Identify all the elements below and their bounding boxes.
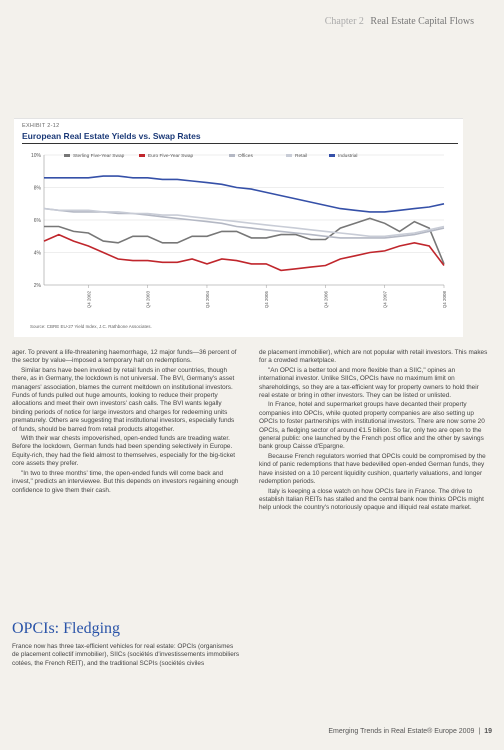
right-column — [259, 349, 491, 514]
exhibit-rule — [22, 143, 458, 144]
paragraph: Because French regulators worried that OPCIs could be compromised by the kind of panic redemptions that have bedevilled open-ended German funds, they have insisted on a 10 percent liquidity cushion, quarterly valuations, and longer redemption periods. — [259, 452, 486, 486]
paragraph: In France, hotel and supermarket groups have decanted their property companies into OPCIs, while quoted property companies are also setting up OPCIs to foster partnerships with institutional investors. There are now some 20 OPCIs, a fledging sector of around €1.5 billion. So far, only two are open to the general public: one launched by the French post office and the other by savings bank group Caisse d'Epargne. — [259, 401, 485, 451]
legend-swatch — [139, 154, 145, 157]
legend-swatch — [329, 154, 335, 157]
exhibit-box — [14, 118, 463, 337]
x-tick-label: Q4 2004 — [204, 291, 210, 309]
exhibit-source: Source: CBRE EU-27 Yield Index, J.C. Rathbone Associates. — [30, 324, 152, 329]
running-header — [325, 16, 474, 27]
left-column — [12, 349, 240, 496]
page-number: 19 — [484, 728, 492, 735]
legend-label: Industrial — [338, 154, 358, 159]
legend-swatch — [286, 154, 292, 157]
y-tick-label: 2% — [33, 283, 41, 289]
exhibit-label: EXHIBIT 2-12 — [22, 123, 60, 129]
section-body — [12, 643, 240, 669]
paragraph: ager. To prevent a life-threatening haemorrhage, 12 major funds—36 percent of the sector by value—imposed a temporary halt on redemptions. — [12, 349, 237, 365]
exhibit-title: European Real Estate Yields vs. Swap Rates — [22, 131, 201, 141]
page-footer: Emerging Trends in Real Estate® Europe 2009 | 19 — [328, 728, 492, 735]
x-tick-label: Q4 2003 — [145, 291, 151, 309]
paragraph: Similar bans have been invoked by retail funds in other countries, though there, as in Germany, the lockdown is not universal. The BVI, Germany's asset managers' association, blames the current meltdown on institutional investors. Funds of funds pulled out huge amounts, looking to reduce their property allocations and meet their own investors' cash calls. The BVI wants legally binding periods of notice for large investors and charges for redeeming units prematurely. Others are suggesting that institutional investors, especially funds of funds, should be barred from retail products altogether. — [12, 366, 235, 433]
paragraph: "In two to three months' time, the open-ended funds will come back and invest," predicts an interviewee. But this depends on investors regaining enough confidence to give them their cash. — [12, 469, 239, 494]
y-tick-label: 6% — [33, 218, 41, 224]
yields-chart — [14, 145, 463, 323]
section-heading: OPCIs: Fledging — [12, 620, 121, 637]
paragraph: With their war chests impoverished, open-ended funds are treading water. Before the lockdown, German funds had been spending selectively in Europe. Equity-rich, they had the field almost to themselves, especially for the big-ticket core assets they prefer. — [12, 435, 236, 468]
paragraph: de placement immobilier), which are not popular with retail investors. This makes for a crowded marketplace. — [259, 349, 488, 365]
legend-label: Sterling Five-Year Swap — [73, 154, 125, 159]
legend-label: Offices — [238, 154, 253, 159]
y-tick-label: 8% — [33, 185, 41, 192]
legend-label: Euro Five-Year Swap — [148, 154, 194, 159]
y-tick-label: 4% — [33, 250, 41, 257]
x-tick-label: Q4 2006 — [323, 291, 329, 309]
x-tick-label: Q4 2008 — [442, 291, 447, 309]
x-tick-label: Q4 2002 — [86, 291, 92, 309]
chapter-label: Chapter 2 — [324, 16, 364, 27]
legend-swatch — [64, 154, 70, 157]
series-line — [44, 176, 444, 212]
x-tick-label: Q4 2005 — [264, 291, 270, 309]
x-tick-label: Q4 2007 — [382, 291, 388, 309]
series-line — [44, 218, 444, 264]
paragraph: "An OPCI is a better tool and more flexible than a SIIC," opines an international investor. Unlike SIICs, OPCIs have no maximum limit on shareholdings, so they are a tax-efficient way for property owners to hold their real estate or bring in other investors. They can be listed or unlisted. — [259, 366, 479, 400]
legend-swatch — [229, 154, 235, 157]
section-paragraph: France now has three tax-efficient vehicles for real estate: OPCIs (organismes de placement collectif immobilier), SIICs (sociétés d'investissements immobiliers cotées, the French REIT), and the traditional SCPIs (sociétés civiles — [12, 643, 240, 667]
publication-name: Emerging Trends in Real Estate® Europe 2009 — [328, 728, 475, 735]
paragraph: Italy is keeping a close watch on how OPCIs fare in France. The drive to establish Italian REITs has stalled and the central bank now thinks OPCIs might help unlock the country's notoriously opaque and illiquid real estate market. — [259, 487, 484, 512]
y-tick-label: 10% — [30, 153, 41, 159]
legend-label: Retail — [295, 154, 308, 159]
chapter-title: Real Estate Capital Flows — [370, 16, 474, 27]
